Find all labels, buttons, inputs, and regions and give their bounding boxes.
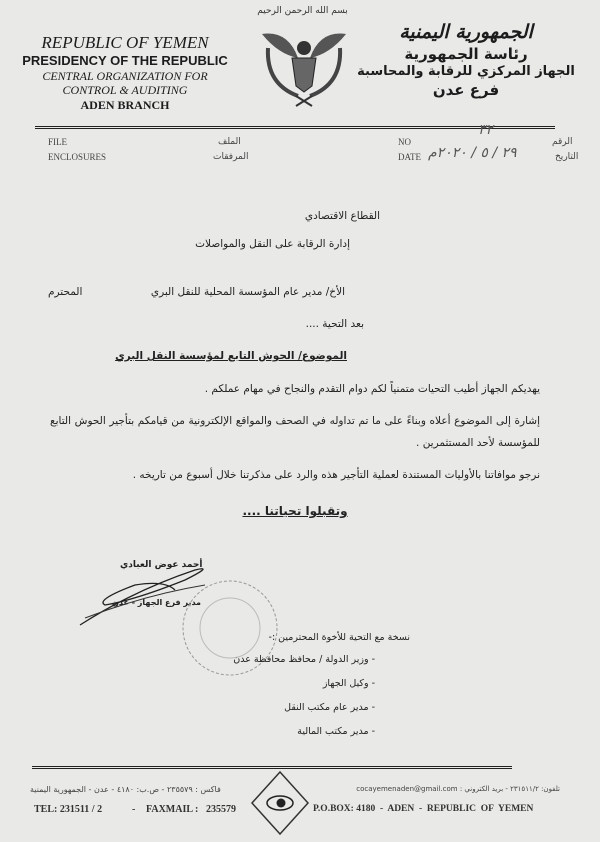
yemen-emblem-icon: [258, 24, 350, 108]
addressee: الأخ/ مدير عام المؤسسة المحلية للنقل البري: [150, 286, 345, 298]
department: إدارة الرقابة على النقل والمواصلات: [195, 238, 350, 250]
letterhead-line: CONTROL & AUDITING: [62, 83, 188, 98]
sector: القطاع الاقتصادي: [304, 210, 380, 222]
footer-arabic-left: فاكس : ٢٣٥٥٧٩ - ص.ب: ٤١٨٠ - عدن - الجمهورية اليمنية: [30, 785, 221, 794]
file-label: FILE: [48, 137, 67, 147]
document-date: ٢٩ / ٥ / ٢٠٢٠م: [428, 145, 517, 161]
basmala: بسم الله الرحمن الرحيم: [257, 6, 348, 16]
no-label-ar: الرقم: [552, 137, 573, 147]
footer-address: P.O.BOX: 4180 - ADEN - REPUBLIC OF YEMEN: [313, 804, 534, 814]
cc-item-text: مدير مكتب المالية: [297, 726, 369, 737]
cc-item: - وزير الدولة / محافظ محافظة عدن: [233, 654, 375, 665]
footer-fax-value: 235579: [206, 804, 236, 815]
cc-item-text: مدير عام مكتب النقل: [284, 702, 369, 713]
letterhead-line: الجهاز المركزي للرقابة والمحاسبة: [357, 64, 575, 80]
footer-dash: -: [132, 804, 136, 815]
cc-item: - وكيل الجهاز: [322, 678, 375, 689]
letterhead-line: الجمهورية اليمنية: [399, 21, 533, 43]
cc-item-text: وكيل الجهاز: [322, 678, 369, 689]
paragraph: يهديكم الجهاز أطيب التحيات متمنياً لكم دوام التقدم والنجاح في مهام عملكم .: [204, 383, 540, 395]
letterhead-line: ADEN BRANCH: [80, 97, 170, 112]
reference-number: ٣٢: [478, 122, 494, 138]
footer-fax-label: FAXMAIL :: [146, 804, 199, 815]
paragraph: إشارة إلى الموضوع أعلاه وبناءً على ما تم تداوله في الصحف والمواقع الإلكترونية من قيامكم بتأجير الحوش التابع للمؤسسة لأحد المستثمرين .: [50, 415, 540, 449]
signatory-name: أحمد عوض العبادي: [120, 560, 203, 570]
cc-item: - مدير عام مكتب النقل: [284, 702, 375, 713]
letter-body: [50, 378, 540, 532]
signatory-title: مدير فرع الجهاز - عدن: [112, 598, 202, 607]
letterhead-english: [20, 33, 230, 112]
greeting: بعد التحية ....: [305, 318, 364, 330]
audit-logo-eye-icon: [250, 770, 310, 836]
cc-item-text: وزير الدولة / محافظ محافظة عدن: [233, 654, 369, 665]
cc-item: - مدير مكتب المالية: [297, 726, 375, 737]
letterhead-line: PRESIDENCY OF THE REPUBLIC: [22, 53, 228, 69]
enclosures-label-ar: المرفقات: [213, 152, 249, 162]
letterhead-line: CENTRAL ORGANIZATION FOR: [42, 68, 208, 83]
letterhead-line: رئاسة الجمهورية: [404, 44, 528, 63]
footer-tel: TEL: 231511 / 2: [34, 804, 103, 815]
letterhead-line: فرع عدن: [432, 81, 500, 100]
header-divider: [35, 126, 555, 132]
footer-arabic-right: تلفون: ٢٣١٥١١/٢ - بريد الكتروني : cocayemenaden@gmail.com: [356, 785, 560, 793]
letterhead-line: REPUBLIC OF YEMEN: [41, 33, 209, 52]
subject: الموضوع/ الحوش التابع لمؤسسة النقل البري: [115, 350, 347, 362]
cc-heading: نسخة مع التحية للأخوة المحترمين :-: [268, 632, 410, 643]
date-label-ar: التاريخ: [555, 152, 579, 162]
file-label-ar: الملف: [218, 137, 241, 147]
date-label: DATE: [398, 152, 421, 162]
closing: وتقبلوا تحياتنا ....: [242, 504, 348, 518]
enclosures-label: ENCLOSURES: [48, 152, 107, 162]
no-label: NO: [398, 137, 411, 147]
honorific: المحترم: [48, 286, 83, 298]
letterhead-arabic: [346, 20, 586, 101]
paragraph: نرجو موافاتنا بالأوليات المستندة لعملية التأجير هذه والرد على مذكرتنا خلال أسبوع من تاريخه .: [132, 469, 540, 481]
